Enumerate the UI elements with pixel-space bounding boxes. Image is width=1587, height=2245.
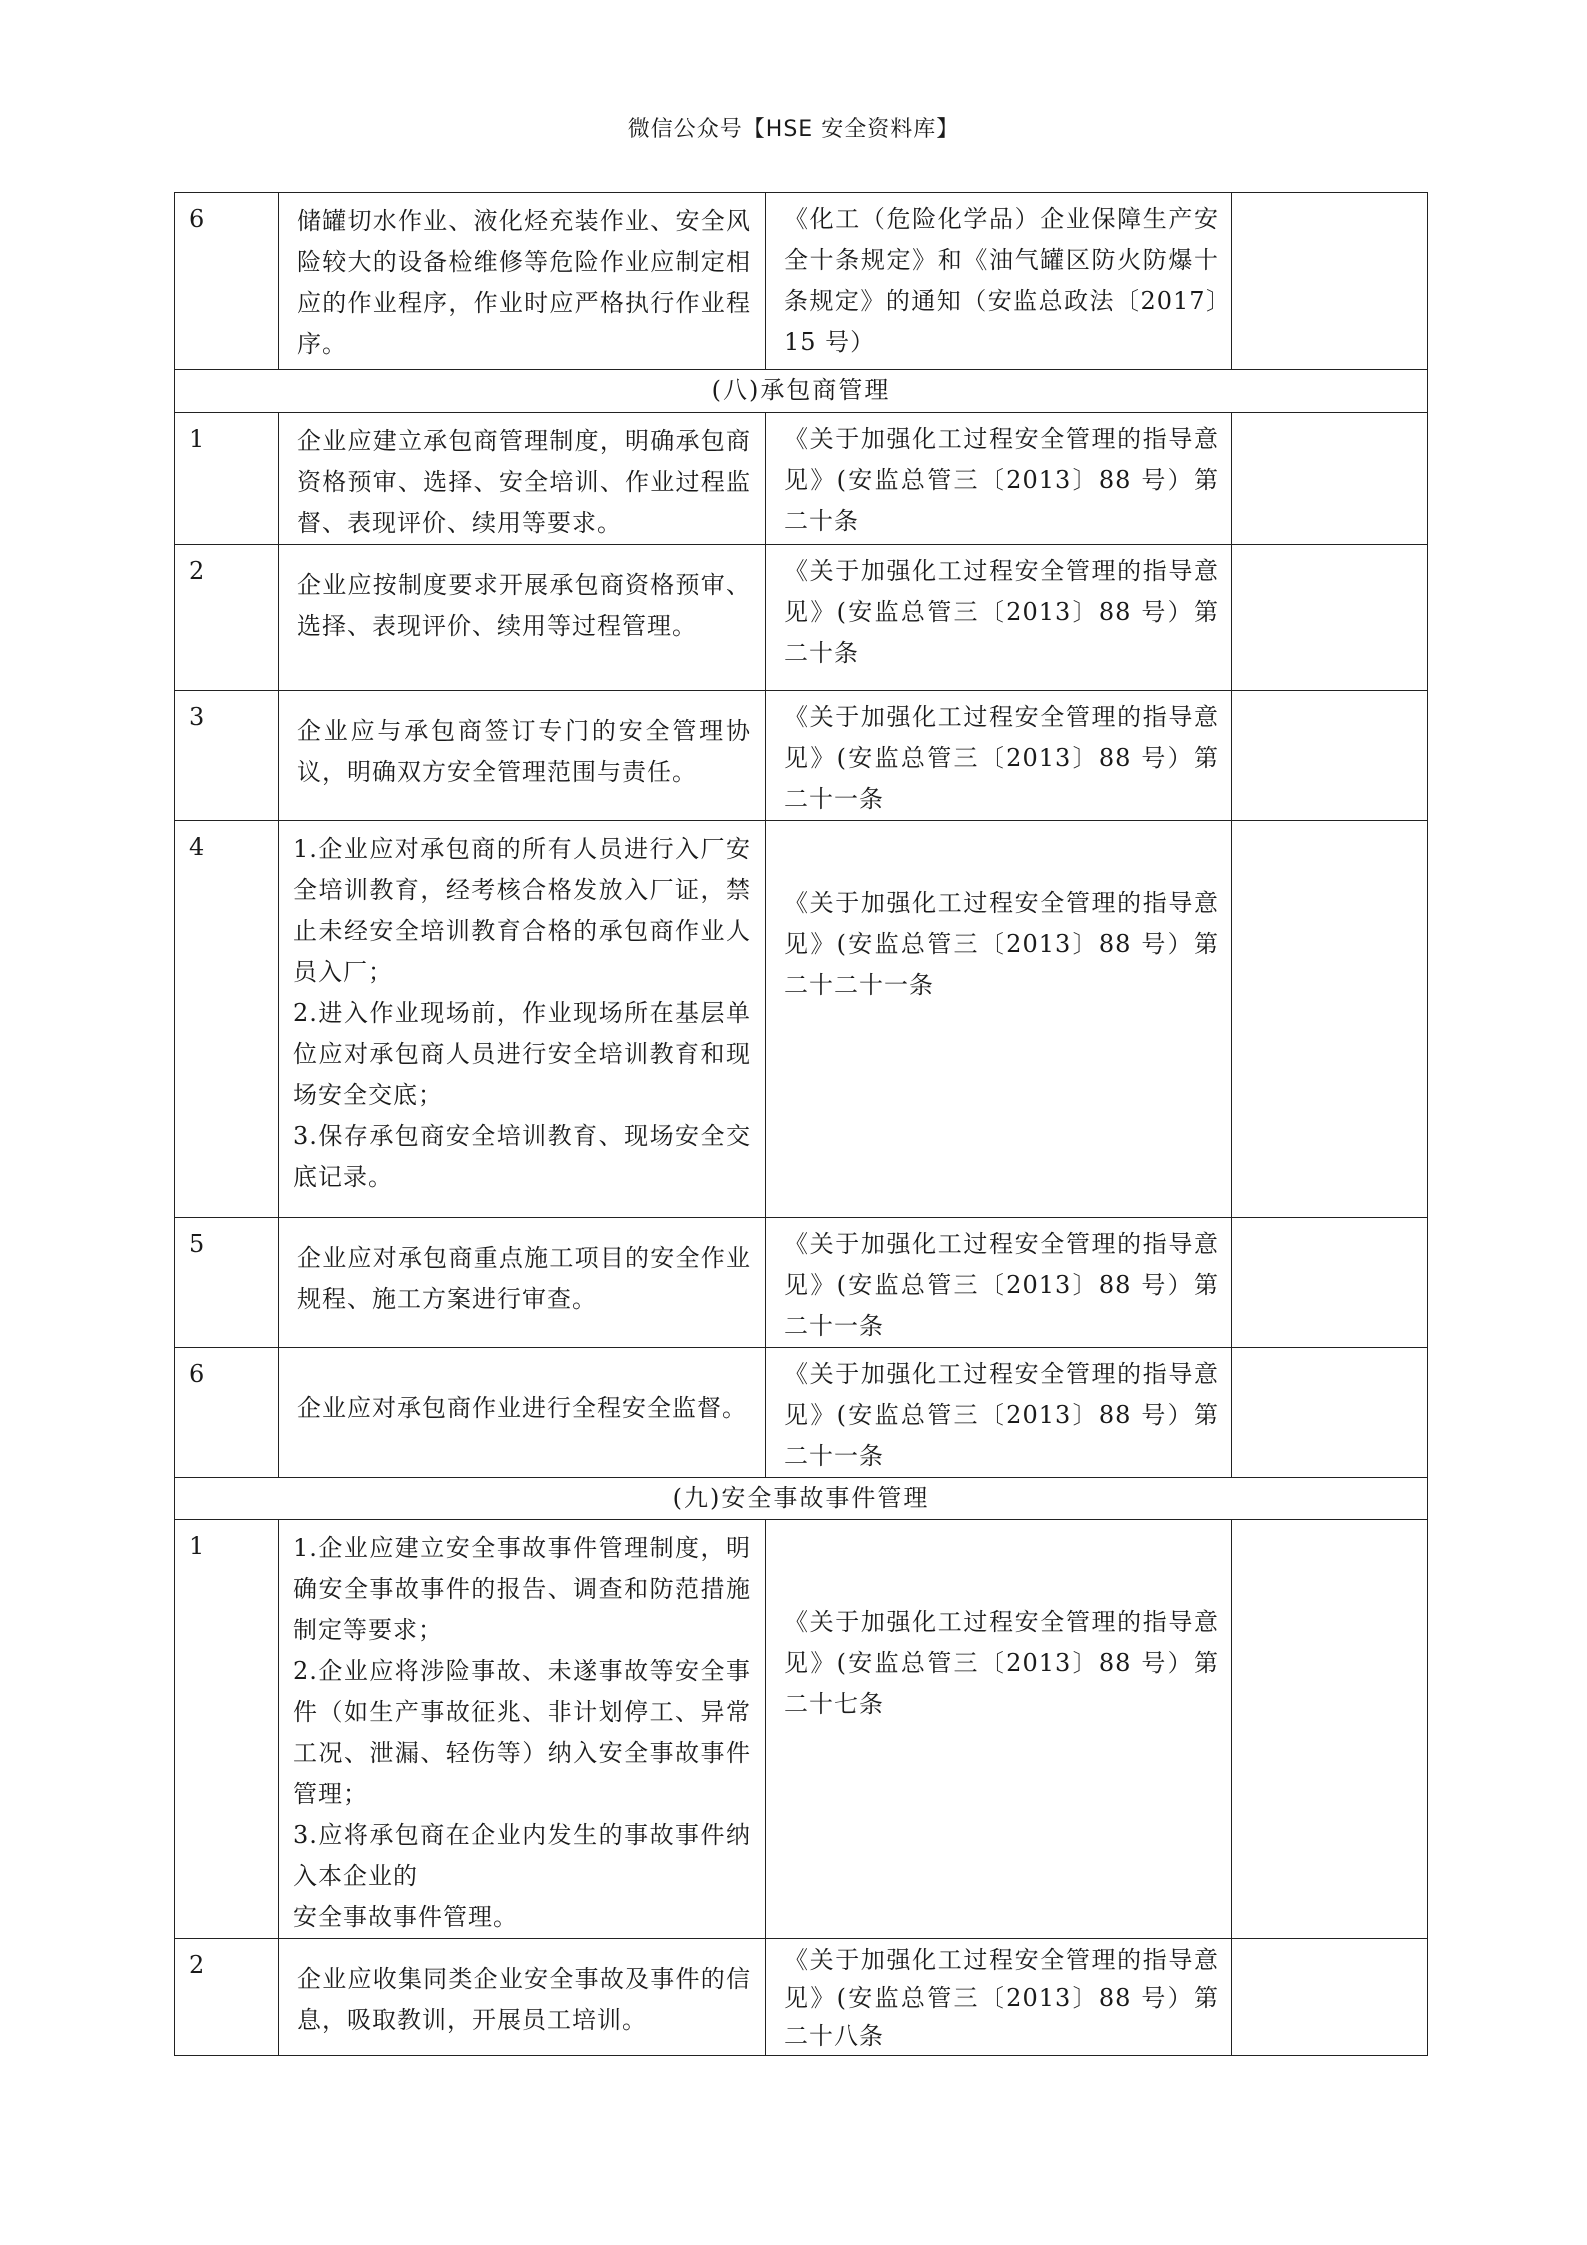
table-row [175, 1939, 1428, 2056]
remark-cell [1232, 691, 1428, 821]
table-row [175, 413, 1428, 545]
item-number: 2 [175, 545, 279, 691]
item-number: 6 [175, 193, 279, 370]
requirement-cell [279, 413, 766, 545]
item-number: 6 [175, 1348, 279, 1478]
item-number: 1 [175, 413, 279, 545]
page-header: 微信公众号【HSE 安全资料库】 [627, 117, 960, 142]
requirement-item: 2.进入作业现场前，作业现场所在基层单位应对承包商人员进行安全培训教育和现场安全交底； [293, 999, 751, 1109]
requirement-text: 企业应按制度要求开展承包商资格预审、选择、表现评价、续用等过程管理。 [297, 571, 751, 640]
requirement-cell [279, 821, 766, 1218]
table-row [175, 1218, 1428, 1348]
remark-cell [1232, 413, 1428, 545]
requirement-cell [279, 193, 766, 370]
requirement-text: 企业应建立承包商管理制度，明确承包商资格预审、选择、安全培训、作业过程监督、表现评价、续用等要求。 [297, 427, 751, 537]
requirement-item: 3.应将承包商在企业内发生的事故事件纳入本企业的 [293, 1821, 751, 1890]
checklist-table [174, 192, 1428, 2056]
requirement-text: 企业应收集同类企业安全事故及事件的信息，吸取教训，开展员工培训。 [297, 1965, 751, 2034]
remark-cell [1232, 1348, 1428, 1478]
remark-cell [1232, 193, 1428, 370]
basis-cell [766, 1520, 1232, 1939]
table-row [175, 193, 1428, 370]
table-row [175, 691, 1428, 821]
section-row [175, 370, 1428, 413]
requirement-cell [279, 1520, 766, 1939]
basis-cell: 《关于加强化工过程安全管理的指导意见》(安监总管三〔2013〕88 号）第二十一条 [766, 1348, 1232, 1478]
remark-cell [1232, 1520, 1428, 1939]
basis-text: 《关于加强化工过程安全管理的指导意见》(安监总管三〔2013〕88 号）第二十八条 [784, 1946, 1219, 2050]
item-number: 4 [175, 821, 279, 1218]
basis-text: 《关于加强化工过程安全管理的指导意见》(安监总管三〔2013〕88 号）第二十二十一条 [784, 889, 1219, 999]
basis-cell [766, 821, 1232, 1218]
basis-cell: 《关于加强化工过程安全管理的指导意见》(安监总管三〔2013〕88 号）第二十条 [766, 413, 1232, 545]
remark-cell [1232, 545, 1428, 691]
requirement-item: 1.企业应对承包商的所有人员进行入厂安全培训教育，经考核合格发放入厂证，禁止未经安全培训教育合格的承包商作业人员入厂； [293, 835, 751, 986]
table-row [175, 1520, 1428, 1939]
basis-cell: 《化工（危险化学品）企业保障生产安全十条规定》和《油气罐区防火防爆十条规定》的通知（安监总政法〔2017〕15 号） [766, 193, 1232, 370]
basis-text: 《关于加强化工过程安全管理的指导意见》(安监总管三〔2013〕88 号）第二十七条 [784, 1608, 1219, 1718]
table-row [175, 545, 1428, 691]
requirement-item: 安全事故事件管理。 [293, 1903, 518, 1931]
requirement-text: 企业应与承包商签订专门的安全管理协议，明确双方安全管理范围与责任。 [297, 717, 751, 786]
requirement-cell [279, 545, 766, 691]
requirement-cell [279, 1939, 766, 2056]
item-number: 5 [175, 1218, 279, 1348]
requirement-item: 2.企业应将涉险事故、未遂事故等安全事件（如生产事故征兆、非计划停工、异常工况、泄漏、轻伤等）纳入安全事故事件管理； [293, 1657, 751, 1808]
requirement-cell [279, 1348, 766, 1478]
table-row [175, 1348, 1428, 1478]
remark-cell [1232, 1939, 1428, 2056]
item-number: 1 [175, 1520, 279, 1939]
requirement-text: 企业应对承包商作业进行全程安全监督。 [297, 1394, 747, 1422]
basis-cell: 《关于加强化工过程安全管理的指导意见》(安监总管三〔2013〕88 号）第二十一条 [766, 691, 1232, 821]
basis-cell: 《关于加强化工过程安全管理的指导意见》(安监总管三〔2013〕88 号）第二十一条 [766, 1218, 1232, 1348]
requirement-item: 1.企业应建立安全事故事件管理制度，明确安全事故事件的报告、调查和防范措施制定等要求； [293, 1534, 751, 1644]
requirement-item: 3.保存承包商安全培训教育、现场安全交底记录。 [293, 1122, 751, 1191]
remark-cell [1232, 1218, 1428, 1348]
remark-cell [1232, 821, 1428, 1218]
basis-cell: 《关于加强化工过程安全管理的指导意见》(安监总管三〔2013〕88 号）第二十条 [766, 545, 1232, 691]
requirement-cell [279, 691, 766, 821]
item-number: 2 [175, 1939, 279, 2056]
table-row [175, 821, 1428, 1218]
requirement-text: 储罐切水作业、液化烃充装作业、安全风险较大的设备检维修等危险作业应制定相应的作业程序，作业时应严格执行作业程序。 [297, 207, 751, 358]
basis-cell [766, 1939, 1232, 2056]
section-title: (九)安全事故事件管理 [175, 1478, 1428, 1520]
requirement-text: 企业应对承包商重点施工项目的安全作业规程、施工方案进行审查。 [297, 1244, 751, 1313]
section-row [175, 1478, 1428, 1520]
section-title: (八)承包商管理 [175, 370, 1428, 413]
item-number: 3 [175, 691, 279, 821]
requirement-cell [279, 1218, 766, 1348]
